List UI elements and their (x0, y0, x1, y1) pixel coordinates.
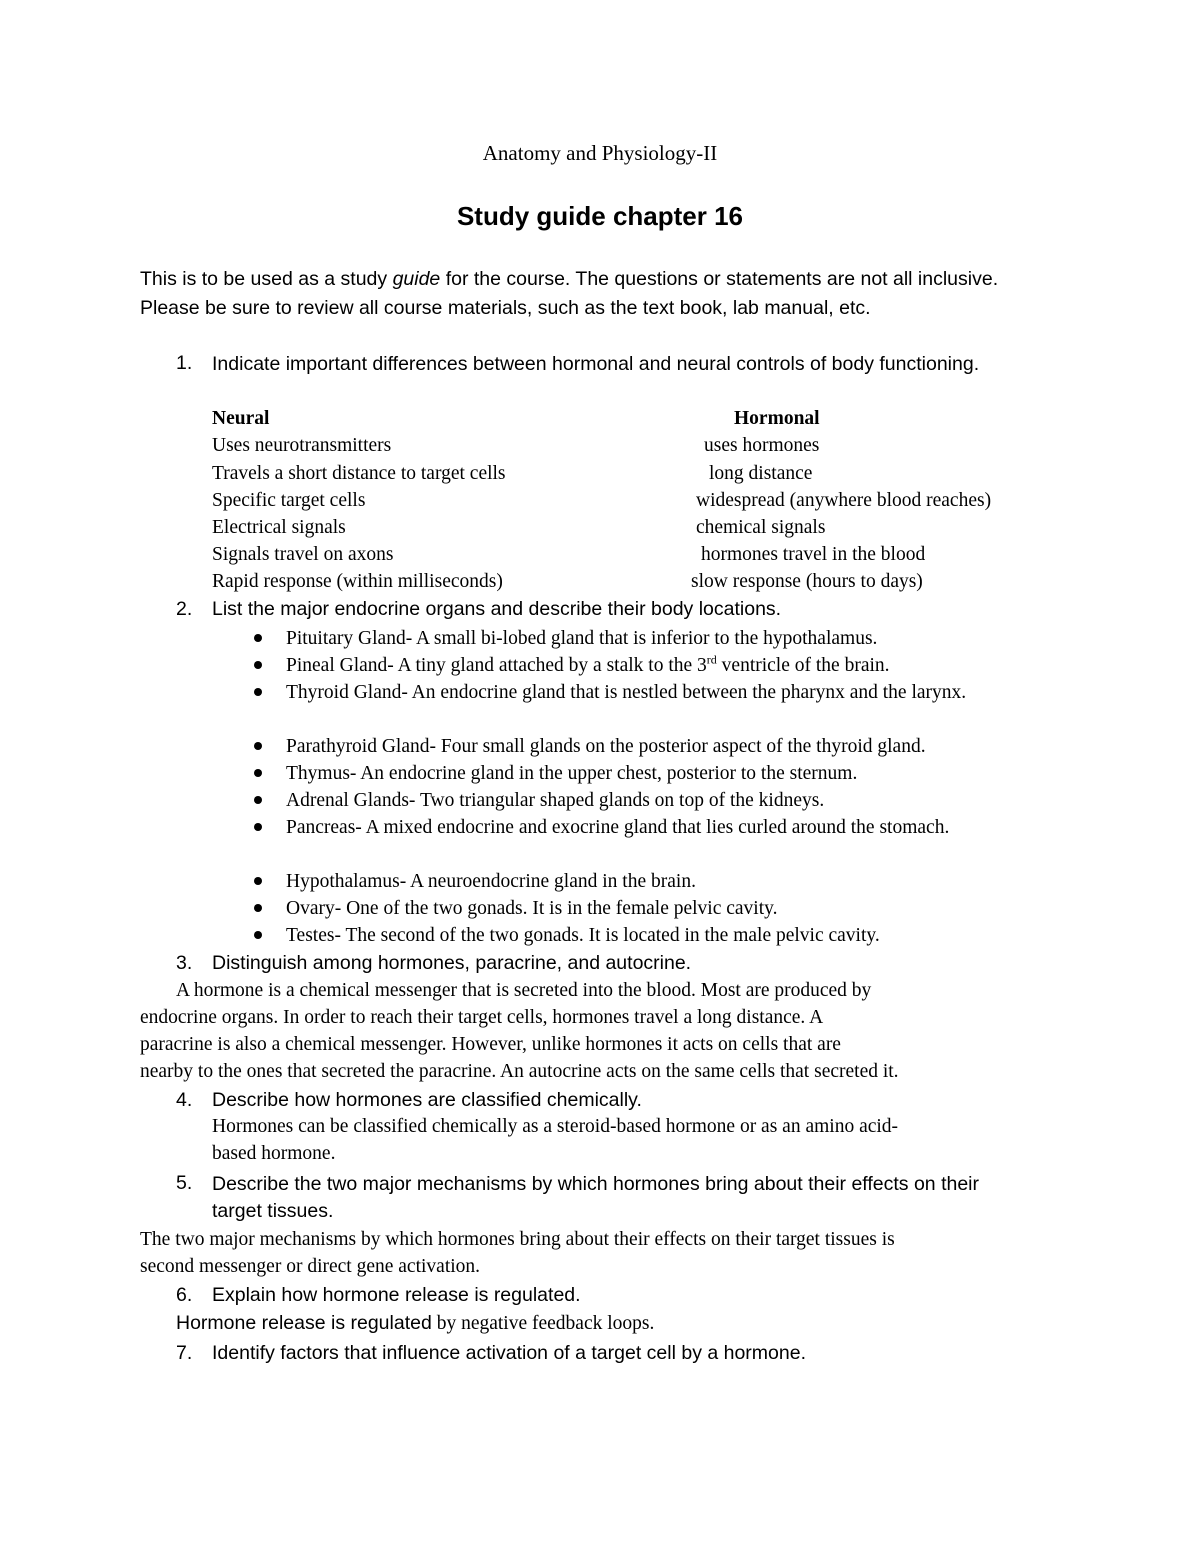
list-item: Pituitary Gland- A small bi-lobed gland that is inferior to the hypothalamus. (286, 628, 878, 649)
neural-cell: Uses neurotransmitters (212, 435, 392, 456)
bullet-icon (254, 661, 262, 669)
hormonal-cell: widespread (anywhere blood reaches) (696, 490, 992, 511)
hormonal-cell: chemical signals (696, 517, 826, 538)
list-item: Parathyroid Gland- Four small glands on the posterior aspect of the thyroid gland. (286, 736, 926, 757)
answer-line: Hormones can be classified chemically as a steroid-based hormone or as an amino acid- (212, 1116, 899, 1137)
hormonal-cell: uses hormones (704, 435, 820, 456)
bullet-icon (254, 634, 262, 642)
question-4-text: Describe how hormones are classified chemically. (212, 1089, 642, 1111)
pineal-tail: ventricle of the brain. (716, 655, 890, 676)
question-2-text: List the major endocrine organs and describe their body locations. (212, 598, 782, 620)
list-item: Pancreas- A mixed endocrine and exocrine gland that lies curled around the stomach. (286, 817, 950, 838)
answer-line: paracrine is also a chemical messenger. However, unlike hormones it acts on cells that are (140, 1034, 841, 1055)
answer-line: A hormone is a chemical messenger that is secreted into the blood. Most are produced by (176, 980, 872, 1001)
pineal-superscript: rd (706, 652, 717, 667)
course-title: Anatomy and Physiology-II (482, 141, 718, 165)
neural-cell: Rapid response (within milliseconds) (212, 571, 503, 592)
question-6-text: Explain how hormone release is regulated. (212, 1284, 581, 1306)
answer-line: The two major mechanisms by which hormones bring about their effects on their target tissues is (140, 1229, 895, 1250)
question-7-text: Identify factors that influence activation of a target cell by a hormone. (212, 1342, 806, 1364)
list-item: Hypothalamus- A neuroendocrine gland in the brain. (286, 871, 696, 892)
question-3-text: Distinguish among hormones, paracrine, and autocrine. (212, 952, 692, 974)
question-3-number: 3. (176, 952, 193, 974)
intro-italic-word: guide (392, 268, 441, 290)
bullet-icon (254, 796, 262, 804)
answer-line: nearby to the ones that secreted the paracrine. An autocrine acts on the same cells that secreted it. (140, 1061, 899, 1082)
list-item: Adrenal Glands- Two triangular shaped glands on top of the kidneys. (286, 790, 825, 811)
question-1-number: 1. (176, 352, 193, 374)
pineal-text: Pineal Gland- A tiny gland attached by a stalk to the 3 (286, 655, 707, 676)
list-item: Testes- The second of the two gonads. It is located in the male pelvic cavity. (286, 925, 880, 946)
answer-sans-part: Hormone release is regulated (176, 1312, 432, 1334)
list-item: Ovary- One of the two gonads. It is in the female pelvic cavity. (286, 898, 778, 919)
bullet-icon (254, 877, 262, 885)
neural-header: Neural (212, 408, 270, 429)
neural-cell: Signals travel on axons (212, 544, 394, 565)
answer-line: second messenger or direct gene activation. (140, 1256, 481, 1277)
bullet-icon (254, 823, 262, 831)
bullet-icon (254, 931, 262, 939)
bullet-icon (254, 904, 262, 912)
list-item (286, 652, 1066, 679)
neural-cell: Specific target cells (212, 490, 366, 511)
hormonal-cell: hormones travel in the blood (701, 544, 926, 565)
question-6-number: 6. (176, 1284, 193, 1306)
bullet-icon (254, 742, 262, 750)
answer-line: endocrine organs. In order to reach their target cells, hormones travel a long distance. A (140, 1007, 824, 1028)
list-item: Thymus- An endocrine gland in the upper chest, posterior to the sternum. (286, 763, 858, 784)
question-5-text: Describe the two major mechanisms by which hormones bring about their effects on their target tissues. (212, 1173, 980, 1222)
answer-line: based hormone. (212, 1143, 336, 1164)
answer-serif-part: by negative feedback loops. (431, 1313, 655, 1334)
intro-text-end: for the course. The questions or statements are not all inclusive. Please be sure to review all course materials, such as the text book, lab manual, etc. (140, 268, 999, 319)
page-title: Study guide chapter 16 (456, 201, 744, 231)
answer-line (176, 1312, 654, 1335)
list-item: Thyroid Gland- An endocrine gland that is nestled between the pharynx and the larynx. (286, 682, 967, 703)
question-2-number: 2. (176, 598, 193, 620)
hormonal-cell: slow response (hours to days) (691, 571, 923, 592)
question-4-number: 4. (176, 1089, 193, 1111)
question-7-number: 7. (176, 1342, 193, 1364)
bullet-icon (254, 769, 262, 777)
intro-paragraph (140, 265, 1060, 323)
question-5-number: 5. (176, 1172, 193, 1194)
neural-cell: Travels a short distance to target cells (212, 463, 506, 484)
neural-cell: Electrical signals (212, 517, 346, 538)
bullet-icon (254, 688, 262, 696)
hormonal-cell: long distance (709, 463, 813, 484)
hormonal-header: Hormonal (734, 408, 820, 429)
intro-text-start: This is to be used as a study (140, 268, 393, 290)
question-1-text: Indicate important differences between hormonal and neural controls of body functioning. (212, 353, 980, 375)
